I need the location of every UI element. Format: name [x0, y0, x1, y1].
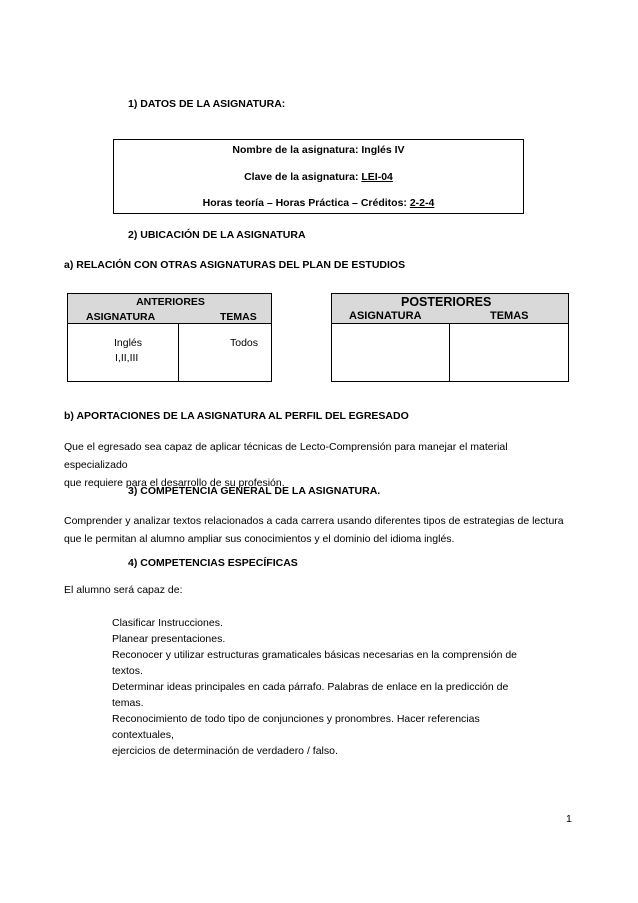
aportaciones-text [64, 438, 574, 492]
anteriores-col-asignatura: ASIGNATURA [86, 311, 156, 323]
competencia-general-text [64, 512, 574, 548]
horas-label: Horas teoría – Horas Práctica – Créditos: [202, 197, 410, 209]
clave-label: Clave de la asignatura: [244, 171, 362, 183]
posteriores-header [331, 293, 569, 324]
anteriores-temas-value: Todos [230, 337, 259, 349]
competencia-line-1: Comprender y analizar textos relacionados a cada carrera usando diferentes tipos de estrategias de lectura [64, 515, 564, 527]
list-item: ejercicios de determinación de verdadero / falso. [112, 745, 338, 757]
horas-creditos [114, 197, 523, 209]
horas-value: 2-2-4 [409, 197, 435, 209]
relacion-title: a) RELACIÓN CON OTRAS ASIGNATURAS DEL PLAN DE ESTUDIOS [64, 259, 406, 271]
clave-asignatura [114, 171, 523, 183]
clave-value: LEI-04 [361, 171, 393, 183]
aportaciones-line-1: Que el egresado sea capaz de aplicar técnicas de Lecto-Comprensión para manejar el material especializado [64, 441, 508, 471]
anteriores-col-temas: TEMAS [220, 311, 257, 323]
section-4-title: 4) COMPETENCIAS ESPECÍFICAS [128, 557, 298, 569]
anteriores-header [67, 293, 272, 324]
anteriores-asignatura-line2: I,II,III [115, 352, 139, 364]
list-item: Determinar ideas principales en cada párrafo. Palabras de enlace en la predicción de temas. [112, 681, 509, 709]
section-1-title: 1) DATOS DE LA ASIGNATURA: [128, 98, 286, 110]
competencias-list [112, 615, 522, 759]
posteriores-col-asignatura: ASIGNATURA [349, 310, 422, 322]
posteriores-divider [449, 324, 450, 381]
section-2-title: 2) UBICACIÓN DE LA ASIGNATURA [128, 229, 306, 241]
posteriores-col-temas: TEMAS [490, 310, 529, 322]
anteriores-asignatura-line1: Inglés [114, 337, 143, 349]
list-item: Reconocimiento de todo tipo de conjunciones y pronombres. Hacer referencias contextuales, [112, 713, 480, 741]
anteriores-divider [178, 324, 179, 381]
competencias-intro: El alumno será capaz de: [64, 584, 183, 596]
anteriores-title: ANTERIORES [136, 296, 205, 308]
nombre-asignatura: Nombre de la asignatura: Inglés IV [232, 144, 405, 156]
section-3-title: 3) COMPETENCIA GENERAL DE LA ASIGNATURA. [128, 485, 381, 497]
competencia-line-2: que le permitan al alumno ampliar sus conocimientos y el dominio del idioma inglés. [64, 533, 455, 545]
list-item: textos. [112, 665, 143, 677]
list-item: Reconocer y utilizar estructuras gramaticales básicas necesarias en la comprensión de [112, 649, 518, 661]
posteriores-body [331, 324, 569, 382]
datos-box [113, 139, 524, 214]
list-item: Clasificar Instrucciones. [112, 617, 223, 629]
anteriores-body [67, 324, 272, 382]
page-number: 1 [566, 813, 572, 825]
posteriores-title: POSTERIORES [401, 295, 492, 309]
aportaciones-line-2: que requiere para el desarrollo de su profesión. [64, 477, 285, 489]
aportaciones-title: b) APORTACIONES DE LA ASIGNATURA AL PERFIL DEL EGRESADO [64, 410, 409, 422]
list-item: Planear presentaciones. [112, 633, 226, 645]
